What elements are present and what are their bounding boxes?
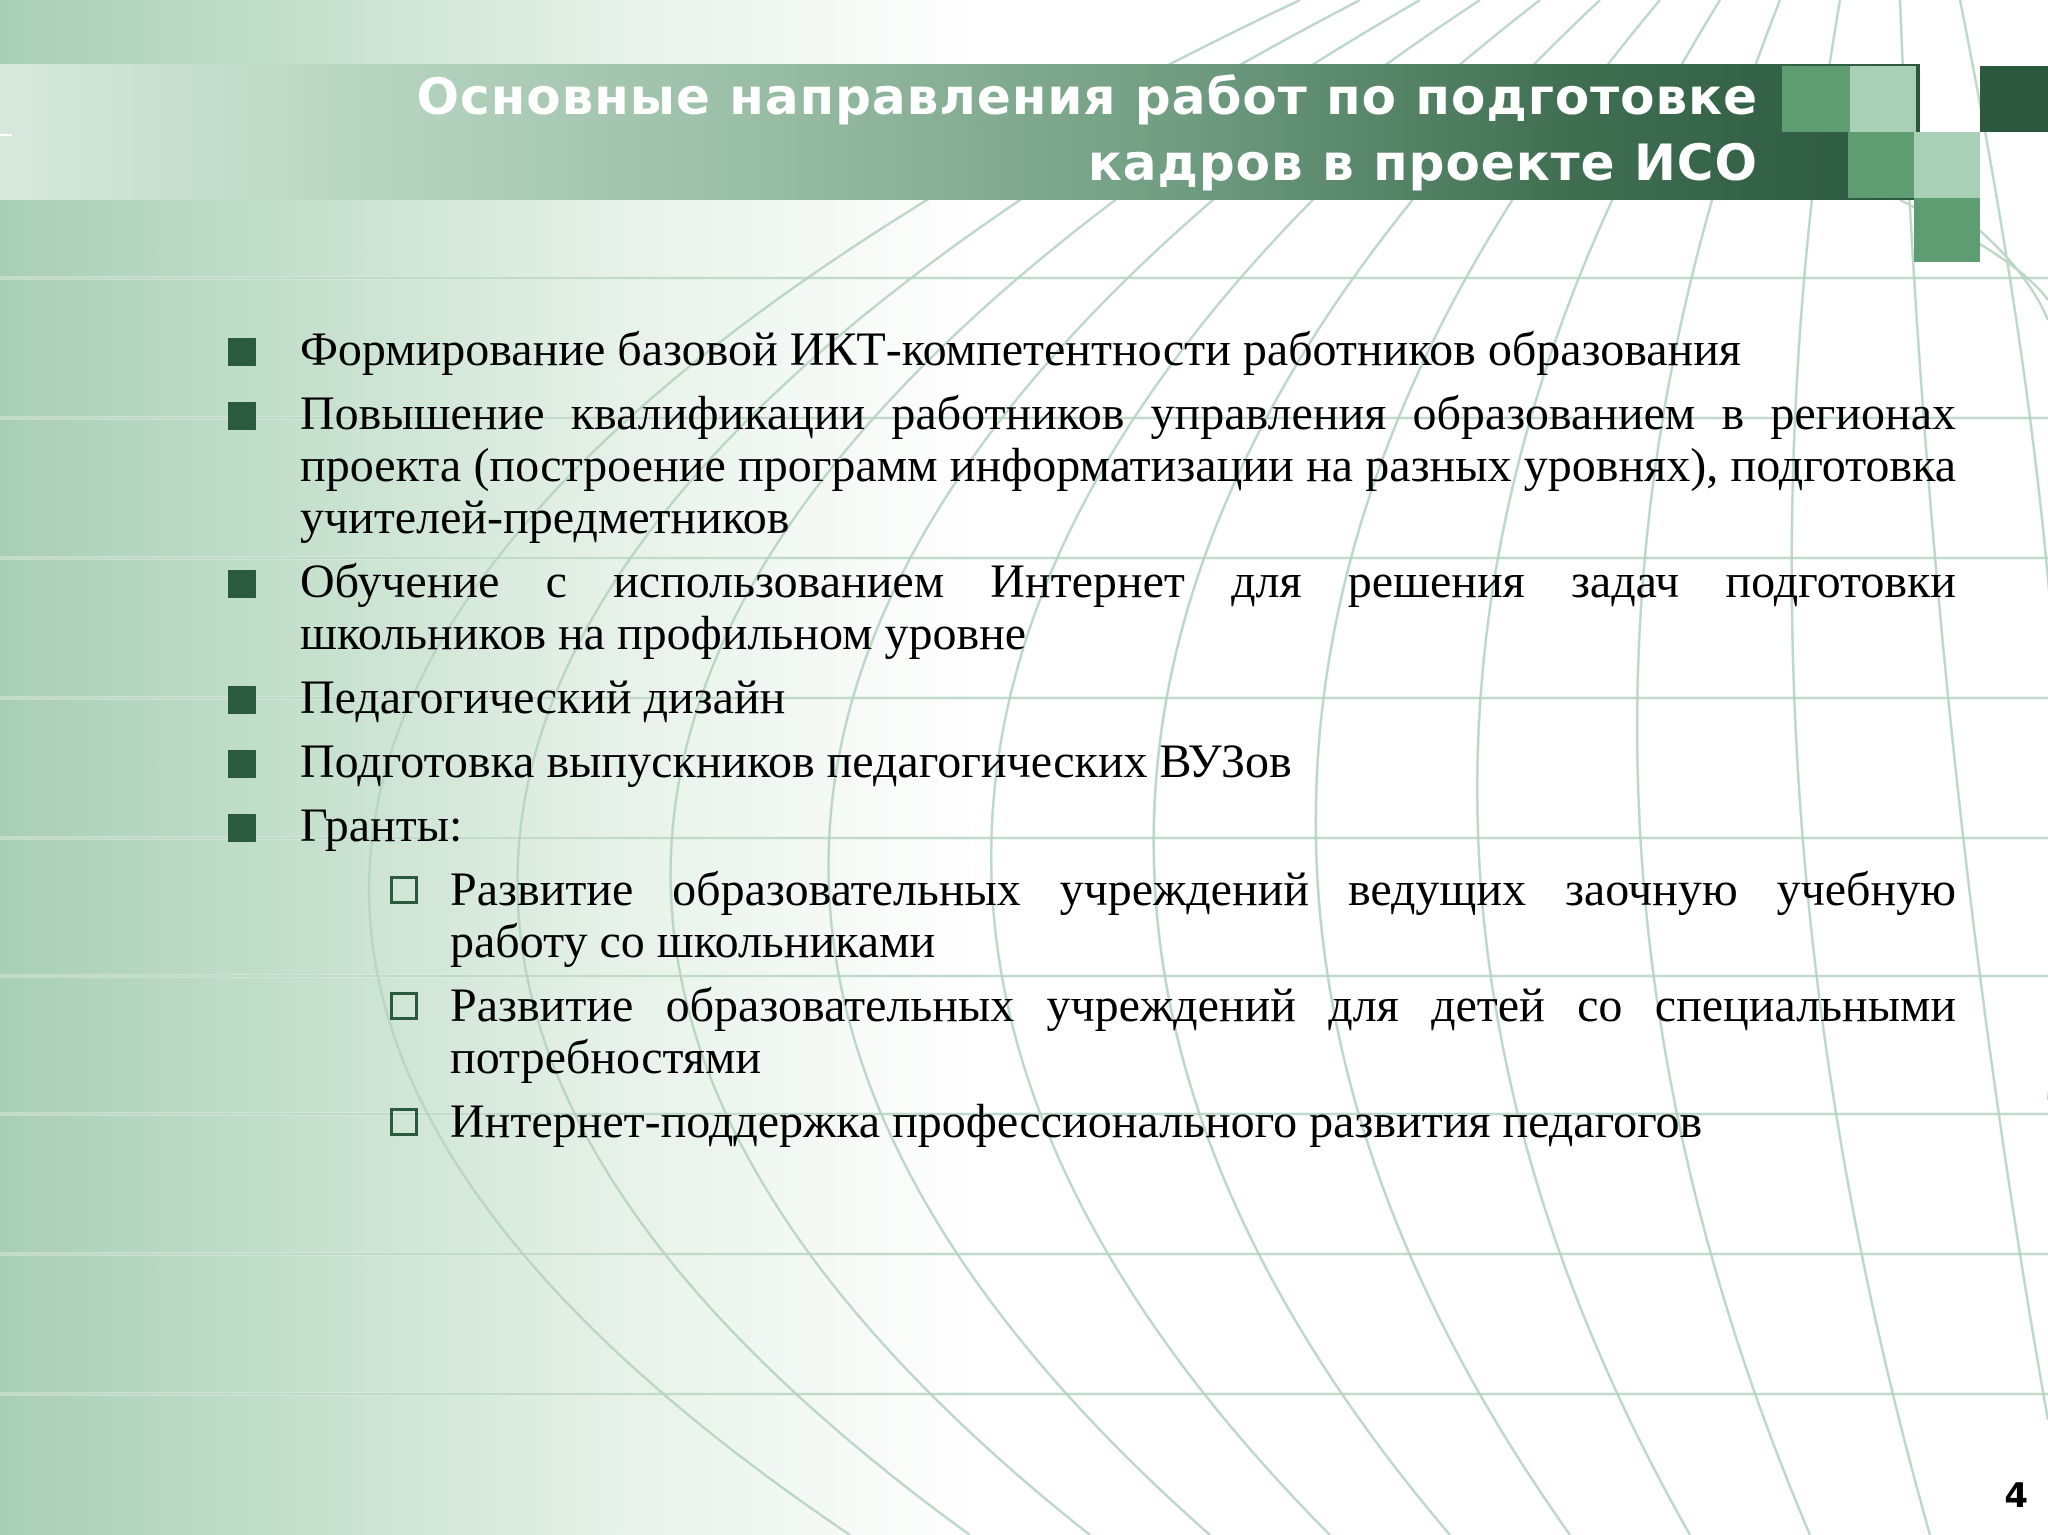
- decor-square: [1848, 132, 1914, 198]
- list-item-text: Формирование базовой ИКТ-компетентности работников образования: [300, 323, 1742, 376]
- square-bullet-icon: [228, 814, 256, 842]
- list-item-text: Педагогический дизайн: [300, 671, 786, 724]
- hollow-square-bullet-icon: [390, 876, 418, 904]
- list-item: [228, 556, 1956, 660]
- hollow-square-bullet-icon: [390, 992, 418, 1020]
- list-item-text: Обучение с использованием Интернет для решения задач подготовки школьников на профильном уровне: [300, 555, 1956, 660]
- list-item: [228, 388, 1956, 544]
- decor-square: [1914, 132, 1980, 198]
- page-number: 4: [2004, 1476, 2028, 1516]
- title-line-2: кадров в проекте ИСО: [1087, 134, 1758, 192]
- decor-square: [1914, 198, 1980, 262]
- sub-list-item-text: Развитие образовательных учреждений ведущих заочную учебную работу со школьниками: [450, 863, 1956, 968]
- decor-square: [1980, 66, 2048, 132]
- square-bullet-icon: [228, 750, 256, 778]
- sub-list-item-text: Интернет-поддержка профессионального развития педагогов: [450, 1095, 1703, 1148]
- sub-list: [388, 864, 1956, 1148]
- decor-square: [1782, 66, 1850, 132]
- list-item: [228, 736, 1956, 788]
- square-bullet-icon: [228, 338, 256, 366]
- sub-list-item-text: Развитие образовательных учреждений для детей со специальными потребностями: [450, 979, 1956, 1084]
- slide-title: [158, 64, 1758, 196]
- square-bullet-icon: [228, 686, 256, 714]
- list-item-text: Гранты:: [300, 799, 463, 852]
- title-line-1: Основные направления работ по подготовке: [416, 68, 1758, 126]
- list-item-text: Повышение квалификации работников управления образованием в регионах проекта (построение программ информатизации на разных уровнях), подготовка учителей-предметников: [300, 387, 1956, 544]
- list-item: [228, 324, 1956, 376]
- edge-tick: [0, 134, 12, 136]
- sub-list-item: [388, 1096, 1956, 1148]
- list-item: [228, 672, 1956, 724]
- bullet-list: [228, 324, 1956, 1148]
- decor-square: [1850, 66, 1916, 132]
- sub-list-item: [388, 864, 1956, 968]
- list-item: [228, 800, 1956, 1148]
- list-item-text: Подготовка выпускников педагогических ВУЗов: [300, 735, 1292, 788]
- sub-list-item: [388, 980, 1956, 1084]
- hollow-square-bullet-icon: [390, 1108, 418, 1136]
- square-bullet-icon: [228, 570, 256, 598]
- square-bullet-icon: [228, 402, 256, 430]
